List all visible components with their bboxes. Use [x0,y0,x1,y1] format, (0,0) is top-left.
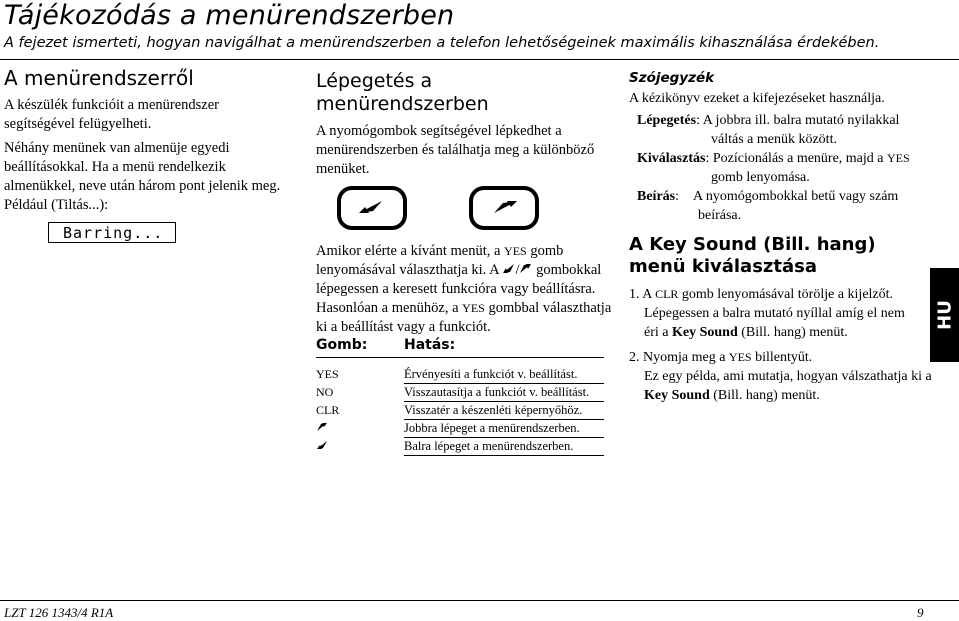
table-row: Jobbra lépeget a menürendszerben. [316,420,604,438]
glossary-term: Kiválasztás: Pozícionálás a menüre, majd a YES [637,151,910,166]
key-table [316,337,604,456]
step-detail: Lépegessen a balra mutató nyíllal amíg el nem éri a Key Sound (Bill. hang) menüt. [644,306,905,340]
top-divider [0,59,959,60]
page-subtitle: A fejezet ismerteti, hogyan navigálhat a menürendszerben a telefon lehetőségeinek maximális kihasználása érdekében. [4,35,880,51]
glossary-def: váltás a menük között. [711,132,837,147]
section-heading: A Key Sound (Bill. hang) menü kiválasztása [629,234,876,277]
steps [629,285,932,405]
table-row: NO Visszautasítja a funkciót v. beállítást. [316,384,604,402]
paragraph: A nyomógombok segítségével lépkedhet a menürendszerben és találhatja meg a különböző menüket. [316,123,595,177]
footer-doc-id: LZT 126 1343/4 R1A [4,605,114,620]
section-menu-system [4,66,289,243]
arrow-left-icon [316,440,328,450]
left-key-illustration [337,186,407,230]
paragraph: A kézikönyv ezeket a kifejezéseket használja. [629,91,885,106]
glossary-def: gomb lenyomása. [711,170,810,185]
paragraph: Néhány menünek van almenüje egyedi beállításokkal. Ha a menü rendelkezik almenükkel, neve után három pont jelenik meg. Például (Tiltás...): [4,140,281,213]
step: 2. Nyomja meg a YES billentyűt. [629,350,813,365]
table-header: Hatás: [404,337,456,353]
arrow-left-icon [357,198,387,218]
arrow-right-icon [489,198,519,218]
glossary-def: beírása. [698,208,742,223]
arrow-right-icon [316,422,328,432]
language-tab: HU [930,268,959,362]
paragraph: A készülék funkcióit a menürendszer segítségével felügyelheti. [4,97,220,132]
table-row: Balra lépeget a menürendszerben. [316,438,604,456]
page-number: 9 [917,605,924,620]
section-heading: Lépegetés a menürendszerben [316,70,489,115]
section-glossary [629,70,932,405]
table-header: Gomb: [316,337,368,353]
glossary-term: Beírás: A nyomógombokkal betű vagy szám [637,189,899,204]
step: 1. A CLR gomb lenyomásával törölje a kijelzőt. [629,287,894,302]
table-row: CLR Visszatér a készenléti képernyőhöz. [316,402,604,420]
arrow-right-icon [519,263,532,274]
right-key-illustration [469,186,539,230]
arrow-left-icon [502,263,515,274]
table-row: YES Érvényesíti a funkciót v. beállítást. [316,366,604,384]
page-title: Tájékozódás a menürendszerben [4,0,455,31]
paragraph-select: Amikor elérte a kívánt menüt, a YES gomb lenyomásával választhatja ki. A / gombokkal lépegessen a keresett funkcióra vagy beállításra. Hasonlóan a menühöz, a YES gombbal választhatja ki a beállítást vagy a funkciót. [316,243,612,335]
glossary-term: Lépegetés: A jobbra ill. balra mutató nyilakkal [637,113,900,128]
display-example: Barring... [48,222,176,243]
bottom-divider [0,600,959,601]
glossary-heading: Szójegyzék [629,70,715,86]
step-detail: Ez egy példa, ami mutatja, hogyan válszathatja ki a Key Sound (Bill. hang) menüt. [644,369,932,403]
glossary-list [629,111,929,225]
section-heading: A menürendszerről [4,66,194,90]
section-navigation [316,70,606,179]
